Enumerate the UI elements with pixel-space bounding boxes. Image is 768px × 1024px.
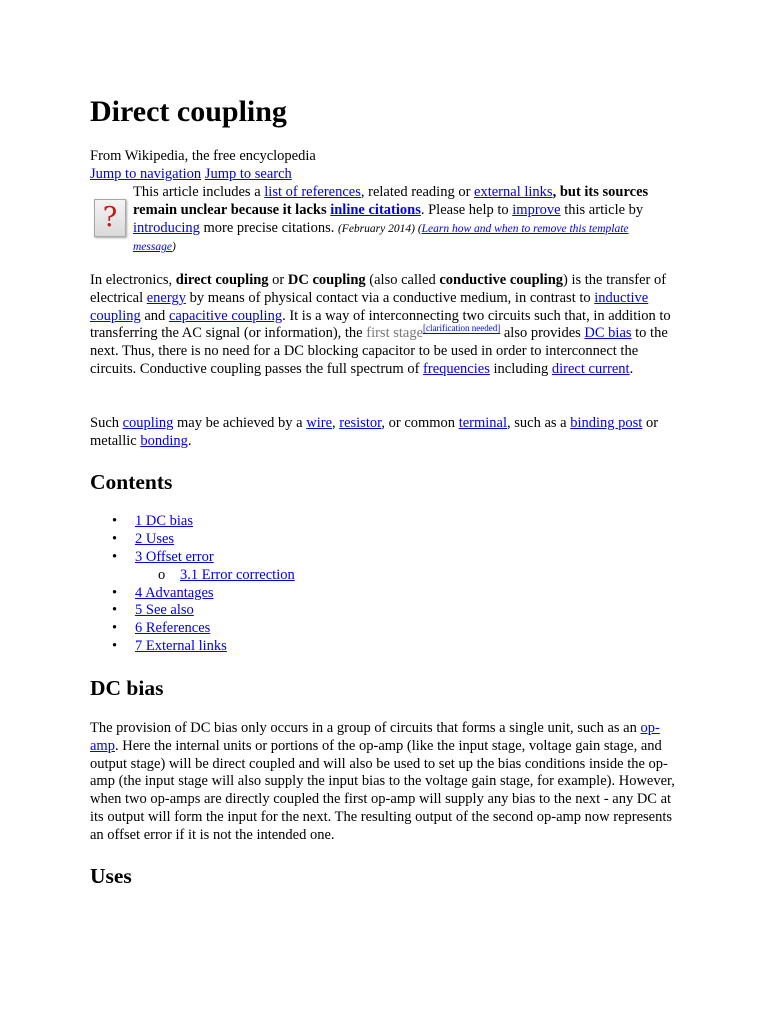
toc-link-see-also[interactable]: 5 See also: [135, 602, 194, 619]
resistor-link[interactable]: resistor: [339, 415, 382, 431]
toc-subitem: [90, 567, 680, 585]
op-amp-link[interactable]: op-amp: [90, 720, 660, 754]
dc-bias-link[interactable]: DC bias: [584, 325, 632, 342]
direct-current-link[interactable]: direct current: [551, 360, 630, 377]
toc-link-offset-error[interactable]: 3 Offset error: [135, 548, 214, 565]
toc-item: [90, 602, 680, 620]
first-stage-text: first stage: [366, 325, 424, 342]
toc-link-advantages[interactable]: 4 Advantages: [135, 584, 214, 601]
bonding-link[interactable]: bonding: [140, 432, 188, 449]
citation-warning-text: This article includes a list of references, related reading or external links, but its sources remain unclear because it lacks inline citations. Please help to improve this article by introducing more precise citations. (February 2014) (Learn how and when to remove this template message): [133, 184, 649, 254]
jump-links: [90, 166, 680, 184]
uses-heading: Uses: [90, 864, 132, 888]
page-title: Direct coupling: [90, 95, 287, 128]
improve-link[interactable]: improve: [512, 201, 561, 218]
wire-link[interactable]: wire: [306, 415, 332, 431]
table-of-contents: [90, 513, 680, 656]
question-icon: ?: [94, 199, 126, 237]
jump-to-navigation-link[interactable]: Jump to navigation: [90, 166, 202, 182]
clarification-needed-link[interactable]: [clarification needed]: [423, 323, 501, 334]
external-links-link[interactable]: external links: [474, 184, 553, 200]
coupling-methods-paragraph: Such coupling may be achieved by a wire, resistor, or common terminal, such as a binding post or metallic bonding.: [90, 415, 659, 449]
energy-link[interactable]: energy: [146, 289, 186, 306]
toc-item: [90, 585, 680, 603]
frequencies-link[interactable]: frequencies: [423, 360, 490, 377]
toc-link-references[interactable]: 6 References: [135, 620, 211, 637]
toc-item: [90, 549, 680, 567]
warning-date: (February 2014): [337, 222, 415, 235]
terminal-link[interactable]: terminal: [458, 415, 508, 431]
dc-bias-heading: DC bias: [90, 676, 164, 700]
list-of-references-link[interactable]: list of references: [264, 184, 361, 200]
toc-item: [90, 513, 680, 531]
toc-item: [90, 620, 680, 638]
intro-paragraph: In electronics, direct coupling or DC coupling (also called conductive coupling) is the transfer of electrical energy by means of physical contact via a conductive medium, in contrast to inductive coupling and capacitive coupling. It is a way of interconnecting two circuits such that, in addition to transferring the AC signal (or information), the first stage[clarification needed] also provides DC bias to the next. Thus, there is no need for a DC blocking capacitor to be used in order to interconnect the circuits. Conductive coupling passes the full spectrum of frequencies including direct current.: [90, 272, 671, 377]
inline-citations-link[interactable]: inline citations: [330, 201, 421, 218]
capacitive-coupling-link[interactable]: capacitive coupling: [168, 307, 283, 324]
introducing-link[interactable]: introducing: [133, 219, 200, 236]
toc-link-dc-bias[interactable]: 1 DC bias: [135, 513, 193, 529]
toc-link-uses[interactable]: 2 Uses: [135, 530, 175, 547]
dc-bias-paragraph: The provision of DC bias only occurs in a group of circuits that forms a single unit, such as an op-amp. Here the internal units or portions of the op-amp (like the input stage, voltage gain stage, and output stage) will be direct coupled and will also be used to set up the bias conditions inside the op-amp (the input stage will also supply the input bias to the voltage gain stage, for example). However, when two op-amps are directly coupled the first op-amp will supply any bias to the next - any DC at its output will form the input for the next. The resulting output of the second op-amp now represents an offset error if it is not the intended one.: [90, 720, 675, 843]
inductive-coupling-link[interactable]: inductive coupling: [90, 289, 649, 324]
coupling-link[interactable]: coupling: [122, 415, 174, 431]
remove-template-message-link[interactable]: Learn how and when to remove this template message: [133, 222, 629, 254]
toc-item: [90, 638, 680, 656]
jump-to-search-link[interactable]: Jump to search: [204, 166, 292, 182]
site-tagline: From Wikipedia, the free encyclopedia: [90, 148, 316, 164]
toc-link-external-links[interactable]: 7 External links: [135, 638, 227, 655]
contents-heading: Contents: [90, 470, 173, 494]
toc-item: [90, 531, 680, 549]
toc-link-error-correction[interactable]: 3.1 Error correction: [180, 566, 295, 583]
binding-post-link[interactable]: binding post: [570, 415, 643, 431]
